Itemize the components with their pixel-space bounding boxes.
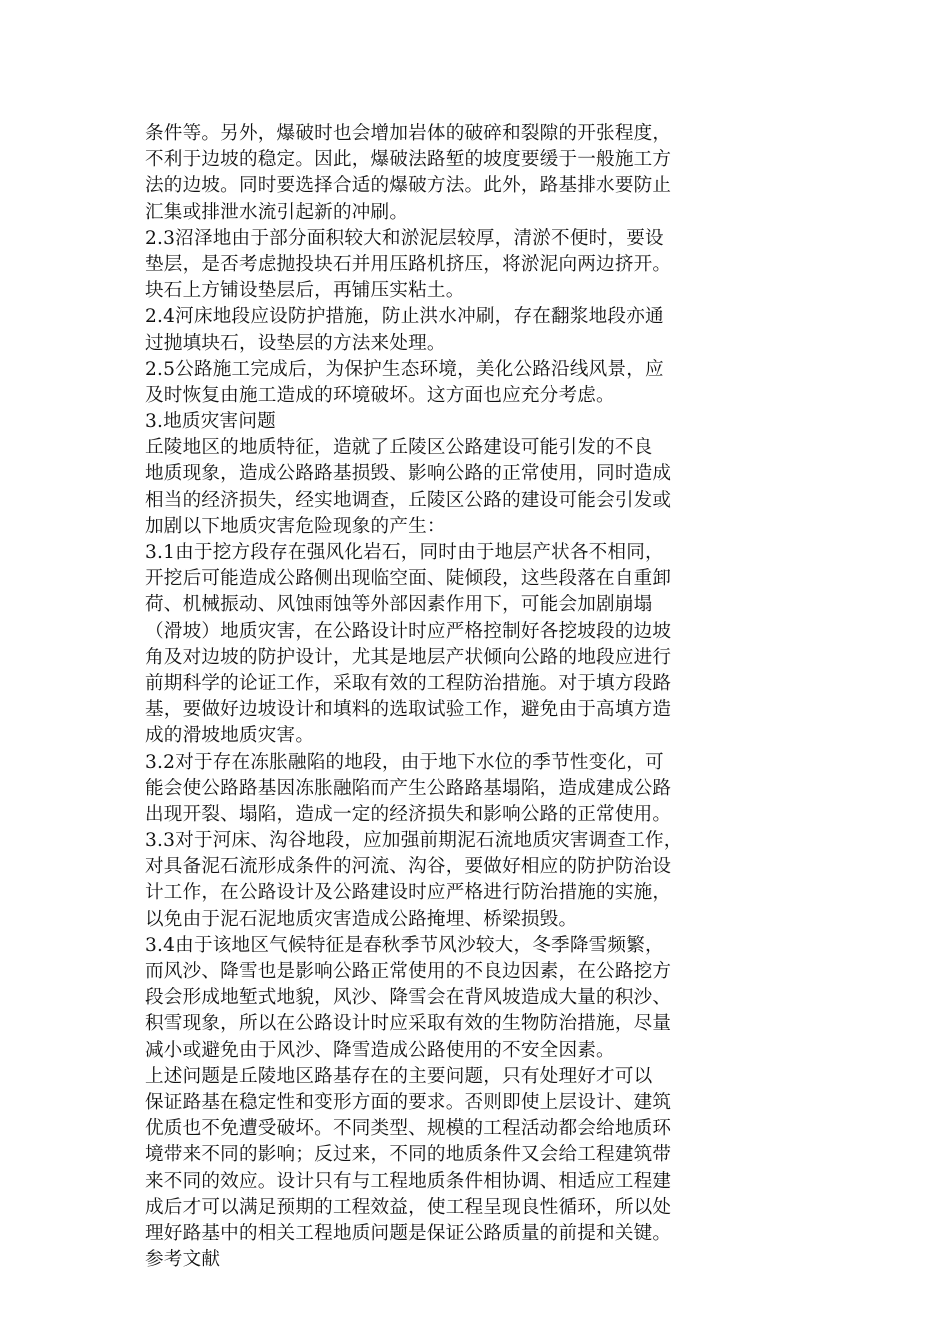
- text-line: 而风沙、降雪也是影响公路正常使用的不良边因素，在公路挖方: [145, 961, 672, 982]
- text-line: 保证路基在稳定性和变形方面的要求。否则即使上层设计、建筑: [145, 1091, 672, 1113]
- text-line: 对具备泥石流形成条件的河流、沟谷，要做好相应的防护防治设: [145, 856, 672, 878]
- text-line: 基，要做好边坡设计和填料的选取试验工作，避免由于高填方造: [145, 699, 672, 721]
- text-line: 来不同的效应。设计只有与工程地质条件相协调、相适应工程建: [145, 1170, 672, 1192]
- text-line: 理好路基中的相关工程地质问题是保证公路质量的前提和关键。: [145, 1222, 672, 1244]
- text-line: 垫层，是否考虑抛投块石并用压路机挤压，将淤泥向两边挤开。: [145, 253, 672, 275]
- text-line: 丘陵地区的地质特征，造就了丘陵区公路建设可能引发的不良: [145, 437, 653, 459]
- text-line: 3.4由于该地区气候特征是春秋季节风沙较大，冬季降雪频繁，: [145, 934, 664, 956]
- text-line: 以免由于泥石泥地质灾害造成公路掩埋、桥梁损毁。: [145, 908, 578, 930]
- text-line: 积雪现象，所以在公路设计时应采取有效的生物防治措施，尽量: [145, 1013, 672, 1035]
- text-line: 成的滑坡地质灾害。: [145, 725, 315, 747]
- text-line: 角及对边坡的防护设计，尤其是地层产状倾向公路的地段应进行: [145, 646, 672, 668]
- text-line: 条件等。另外，爆破时也会增加岩体的破碎和裂隙的开张程度，: [145, 123, 672, 144]
- text-line: 减小或避免由于风沙、降雪造成公路使用的不安全因素。: [145, 1039, 615, 1061]
- text-line: 出现开裂、塌陷，造成一定的经济损失和影响公路的正常使用。: [145, 803, 672, 825]
- document-body: [145, 121, 800, 1273]
- text-line: 加剧以下地质灾害危险现象的产生：: [145, 515, 446, 537]
- text-line: 能会使公路路基因冻胀融陷而产生公路路基塌陷，造成建成公路: [145, 777, 672, 799]
- text-line: 上述问题是丘陵地区路基存在的主要问题，只有处理好才可以: [145, 1065, 653, 1087]
- text-line: 2.3沼泽地由于部分面积较大和淤泥层较厚，清淤不便时，要设: [145, 227, 664, 249]
- text-line: 不利于边坡的稳定。因此，爆破法路堑的坡度要缓于一般施工方: [145, 149, 672, 171]
- text-line: 2.4河床地段应设防护措施，防止洪水冲刷，存在翻浆地段亦通: [145, 306, 664, 328]
- text-line: （滑坡）地质灾害，在公路设计时应严格控制好各挖坡段的边坡: [145, 620, 672, 642]
- references-heading: 参考文献: [145, 1249, 221, 1271]
- text-line: 块石上方铺设垫层后，再铺压实粘土。: [145, 280, 465, 302]
- text-line: 3.1由于挖方段存在强风化岩石，同时由于地层产状各不相同，: [145, 542, 664, 563]
- text-line: 法的边坡。同时要选择合适的爆破方法。此外，路基排水要防止: [145, 175, 672, 197]
- text-line: 过抛填块石，设垫层的方法来处理。: [145, 332, 446, 354]
- text-line: 荷、机械振动、风蚀雨蚀等外部因素作用下，可能会加剧崩塌: [145, 594, 653, 616]
- text-line: 汇集或排泄水流引起新的冲刷。: [145, 201, 409, 223]
- text-line: 及时恢复由施工造成的环境破坏。这方面也应充分考虑。: [145, 384, 615, 406]
- text-line: 优质也不免遭受破坏。不同类型、规模的工程活动都会给地质环: [145, 1118, 672, 1140]
- text-line: 境带来不同的影响；反过来，不同的地质条件又会给工程建筑带: [145, 1144, 672, 1166]
- text-line: 计工作，在公路设计及公路建设时应严格进行防治措施的实施，: [145, 882, 672, 904]
- text-line: 段会形成地堑式地貌，风沙、降雪会在背风坡造成大量的积沙、: [145, 987, 672, 1009]
- text-line: 成后才可以满足预期的工程效益，使工程呈现良性循环，所以处: [145, 1196, 672, 1218]
- text-line: 地质现象，造成公路路基损毁、影响公路的正常使用，同时造成: [145, 463, 672, 485]
- text-line: 相当的经济损失，经实地调查，丘陵区公路的建设可能会引发或: [145, 489, 672, 511]
- section-heading: 3.地质灾害问题: [145, 411, 276, 433]
- text-line: 3.2对于存在冻胀融陷的地段，由于地下水位的季节性变化，可: [145, 751, 664, 773]
- text-line: 开挖后可能造成公路侧出现临空面、陡倾段，这些段落在自重卸: [145, 568, 672, 590]
- text-line: 3.3对于河床、沟谷地段，应加强前期泥石流地质灾害调查工作，: [145, 830, 683, 852]
- text-line: 2.5公路施工完成后，为保护生态环境，美化公路沿线风景，应: [145, 358, 664, 380]
- text-line: 前期科学的论证工作，采取有效的工程防治措施。对于填方段路: [145, 672, 672, 694]
